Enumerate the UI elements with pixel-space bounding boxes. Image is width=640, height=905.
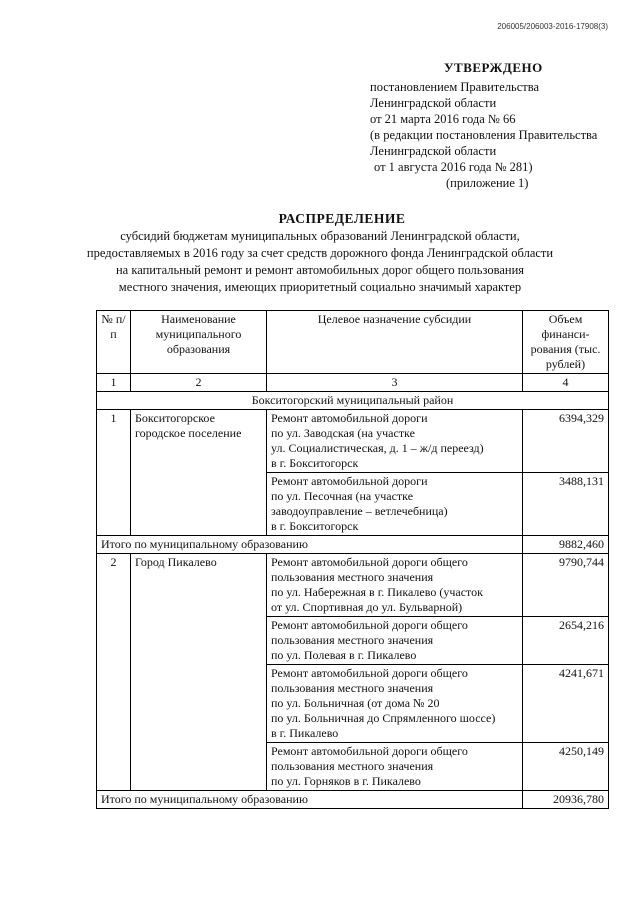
purpose-line: в г. Бокситогорск	[271, 456, 359, 470]
purpose-line: Ремонт автомобильной дороги общего	[271, 618, 468, 632]
purpose-line: Ремонт автомобильной дороги	[271, 411, 428, 425]
entity-name: Город Пикалево	[131, 554, 267, 791]
purpose-line: пользования местного значения	[271, 759, 434, 773]
column-number: 3	[267, 374, 523, 392]
title-line: субсидий бюджетам муниципальных образований Ленинградской области,	[120, 229, 520, 243]
total-row	[97, 791, 609, 809]
document-code: 206005/206003-2016-17908(3)	[497, 22, 608, 31]
header-num: № п/п	[97, 311, 131, 374]
total-row	[97, 536, 609, 554]
purpose-line: по ул. Горняков в г. Пикалево	[271, 774, 421, 788]
title-block	[0, 211, 640, 295]
purpose-cell	[267, 473, 523, 536]
district-name: Бокситогорский муниципальный район	[97, 392, 609, 410]
purpose-cell	[267, 617, 523, 665]
purpose-cell	[267, 665, 523, 743]
purpose-line: Ремонт автомобильной дороги	[271, 474, 428, 488]
approval-line: от 1 августа 2016 года № 281)	[374, 160, 533, 174]
purpose-line: ул. Социалистическая, д. 1 – ж/д переезд)	[271, 441, 484, 455]
purpose-cell	[267, 743, 523, 791]
approval-line: от 21 марта 2016 года № 66	[370, 112, 516, 126]
amount-cell: 9790,744	[523, 554, 609, 617]
amount-cell: 4241,671	[523, 665, 609, 743]
table-row	[97, 554, 609, 617]
column-number: 2	[131, 374, 267, 392]
approval-line: постановлением Правительства	[370, 80, 540, 94]
purpose-line: пользования местного значения	[271, 681, 434, 695]
approval-line: (в редакции постановления Правительства	[370, 128, 598, 142]
column-number: 1	[97, 374, 131, 392]
amount-cell: 6394,329	[523, 410, 609, 473]
total-amount: 20936,780	[523, 791, 609, 809]
purpose-line: по ул. Больничная (от дома № 20	[271, 696, 440, 710]
amount-cell: 4250,149	[523, 743, 609, 791]
purpose-line: по ул. Больничная до Спрямленного шоссе)	[271, 711, 496, 725]
table-header-row	[97, 311, 609, 374]
header-purpose: Целевое назначение субсидии	[267, 311, 523, 374]
purpose-line: по ул. Заводская (на участке	[271, 426, 415, 440]
purpose-line: Ремонт автомобильной дороги общего	[271, 666, 468, 680]
purpose-cell	[267, 410, 523, 473]
title-line: предоставляемых в 2016 году за счет средств дорожного фонда Ленинградской области	[86, 246, 554, 260]
entity-number: 1	[97, 410, 131, 536]
title-line: местного значения, имеющих приоритетный социально значимый характер	[118, 280, 522, 294]
amount-cell: 3488,131	[523, 473, 609, 536]
approval-heading: УТВЕРЖДЕНО	[444, 60, 543, 75]
purpose-line: Ремонт автомобильной дороги общего	[271, 744, 468, 758]
total-label: Итого по муниципальному образованию	[97, 791, 523, 809]
purpose-line: заводоуправление – ветлечебница)	[271, 504, 448, 518]
document-title: РАСПРЕДЕЛЕНИЕ	[278, 211, 406, 226]
title-line: на капитальный ремонт и ремонт автомобильных дорог общего пользования	[115, 263, 525, 277]
column-number: 4	[523, 374, 609, 392]
purpose-line: по ул. Песочная (на участке	[271, 489, 414, 503]
purpose-line: в г. Пикалево	[271, 726, 339, 740]
purpose-cell	[267, 554, 523, 617]
amount-cell: 2654,216	[523, 617, 609, 665]
header-name: Наименование муниципального образования	[131, 311, 267, 374]
column-number-row	[97, 374, 609, 392]
entity-number: 2	[97, 554, 131, 791]
purpose-line: по ул. Полевая в г. Пикалево	[271, 648, 417, 662]
approval-line: Ленинградской области	[370, 144, 497, 158]
distribution-table	[96, 310, 609, 809]
purpose-line: от ул. Спортивная до ул. Бульварной)	[271, 600, 463, 614]
approval-line: Ленинградской области	[370, 96, 497, 110]
purpose-line: пользования местного значения	[271, 633, 434, 647]
header-amount: Объем финанси-рования (тыс. рублей)	[523, 311, 609, 374]
purpose-line: пользования местного значения	[271, 570, 434, 584]
purpose-line: по ул. Набережная в г. Пикалево (участок	[271, 585, 483, 599]
entity-name: Бокситогорское городское поселение	[131, 410, 267, 536]
approval-block	[370, 60, 630, 191]
appendix-label: (приложение 1)	[446, 176, 529, 190]
total-amount: 9882,460	[523, 536, 609, 554]
table-row	[97, 410, 609, 473]
total-label: Итого по муниципальному образованию	[97, 536, 523, 554]
purpose-line: Ремонт автомобильной дороги общего	[271, 555, 468, 569]
purpose-line: в г. Бокситогорск	[271, 519, 359, 533]
district-row	[97, 392, 609, 410]
